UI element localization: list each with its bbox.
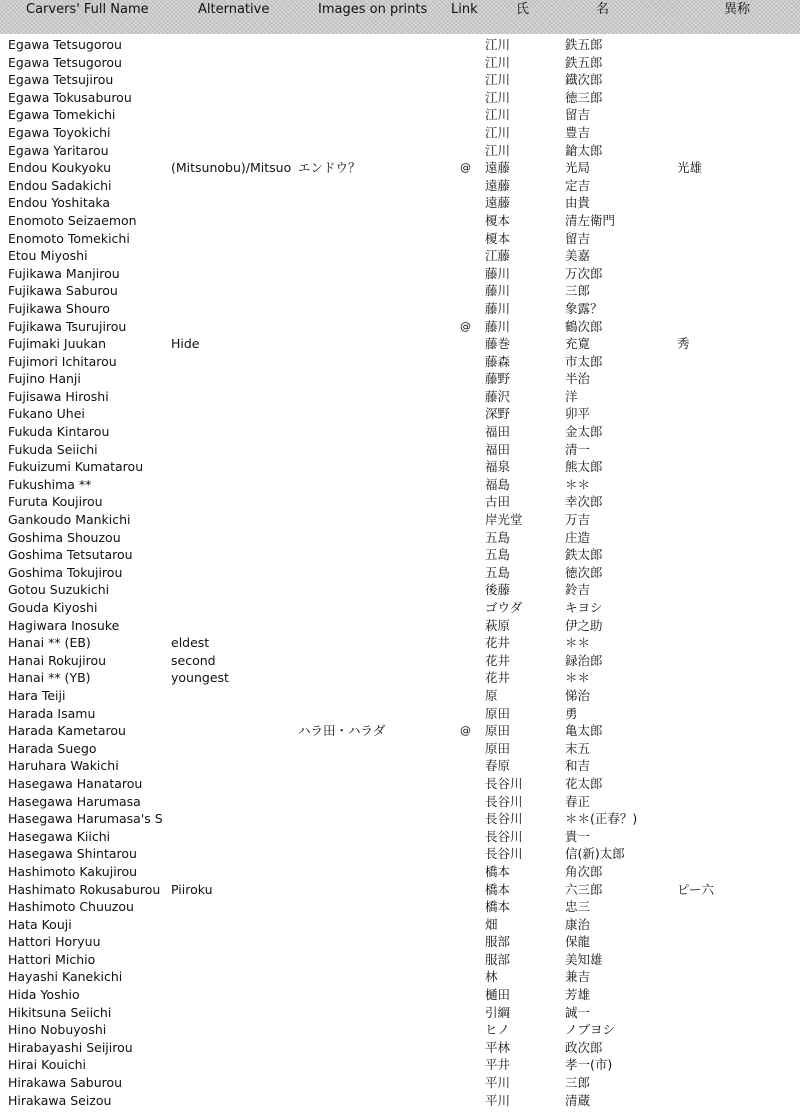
given-name-kanji: 末五 [565,740,591,756]
surname-kanji: 平井 [485,1057,511,1073]
given-name-kanji: ＊＊ [565,670,591,686]
given-name-kanji: 鉄五郎 [565,54,603,70]
carver-name: Enomoto Seizaemon [8,212,137,228]
given-name-kanji: 美知雄 [565,951,603,967]
given-name-kanji: 鐡次郎 [565,72,603,88]
carver-name: Hattori Horyuu [8,934,101,950]
carver-name: Enomoto Tomekichi [8,230,130,246]
table-row [0,599,800,617]
given-name-kanji: キヨシ [565,600,603,615]
given-name-kanji: 亀太郎 [565,723,603,739]
header-other-name: 異称 [724,2,751,17]
carver-name: Hirai Kouichi [8,1057,87,1073]
table-row [0,441,800,459]
table-row [0,230,800,248]
carver-name: Fukano Uhei [8,406,85,422]
carver-name: Endou Koukyoku [8,160,112,176]
surname-kanji: 畑 [485,916,498,932]
table-row [0,300,800,318]
carver-name: Hasegawa Hanatarou [8,775,143,791]
given-name-kanji: 角次郎 [565,863,603,879]
other-name-kanji: ピー六 [677,881,715,897]
surname-kanji: 江藤 [485,248,511,264]
surname-kanji: 深野 [485,406,511,422]
carver-name: Gotou Suzukichi [8,582,110,598]
given-name-kanji: 貴一 [565,828,591,844]
surname-kanji: 榎本 [485,212,511,228]
table-row [0,353,800,371]
surname-kanji: 江川 [485,107,511,123]
table-row [0,423,800,441]
other-name-kanji: 光雄 [677,160,703,176]
carver-name: Egawa Tetsujirou [8,72,114,88]
table-row [0,898,800,916]
given-name-kanji: 由貴 [565,195,591,211]
surname-kanji: 後藤 [485,582,511,598]
table-row [0,916,800,934]
carver-name: Fukuda Seiichi [8,441,98,457]
given-name-kanji: ＊＊ [565,476,591,492]
table-row [0,986,800,1004]
table-row [0,282,800,300]
carver-name: Goshima Tokujirou [8,564,123,580]
surname-kanji: ヒノ [485,1022,510,1038]
given-name-kanji: 兼吉 [565,969,591,985]
given-name-kanji: 孝一(市) [565,1057,613,1073]
given-name-kanji: 幸次郎 [565,494,603,510]
surname-kanji: 服部 [485,951,511,967]
carver-name: Hasegawa Kiichi [8,828,111,844]
surname-kanji: 江川 [485,124,511,140]
given-name-kanji: 六三郎 [565,881,603,897]
alternative-name: Hide [171,336,200,352]
table-row [0,775,800,793]
carver-name: Hikitsuna Seiichi [8,1004,112,1020]
surname-kanji: 藤野 [485,371,511,387]
surname-kanji: 平川 [485,1092,511,1108]
carver-name: Fukuda Kintarou [8,424,110,440]
given-name-kanji: 鉄太郎 [565,547,603,563]
carver-name: Egawa Tetsugorou [8,37,122,52]
surname-kanji: 五島 [485,547,511,563]
given-name-kanji: 春正 [565,793,591,809]
table-row [0,687,800,705]
carver-name: Fujimaki Juukan [8,336,107,352]
given-name-kanji: 清蔵 [565,1092,591,1108]
alternative-name: second [171,652,216,668]
table-row [0,265,800,283]
given-name-kanji: 三郎 [565,283,591,299]
surname-kanji: 榎本 [485,230,511,246]
surname-kanji: 平林 [485,1039,511,1055]
surname-kanji: 長谷川 [485,793,523,809]
table-row [0,106,800,124]
given-name-kanji: 徳次郎 [565,564,603,580]
table-row [0,757,800,775]
surname-kanji: 萩原 [485,617,511,633]
header-surname: 氏 [516,2,530,17]
surname-kanji: 藤沢 [485,388,511,404]
carver-name: Fujikawa Shouro [8,300,110,316]
table-row [0,722,800,740]
table-row [0,71,800,89]
table-row [0,617,800,635]
surname-kanji: 遠藤 [485,160,511,176]
surname-kanji: 江川 [485,89,511,105]
table-row [0,634,800,652]
surname-kanji: 長谷川 [485,828,523,844]
table-row [0,36,800,54]
carver-name: Hattori Michio [8,951,96,967]
table-row [0,511,800,529]
surname-kanji: 藤川 [485,283,511,299]
alternative-name: Piiroku [171,881,213,897]
carver-name: Hayashi Kanekichi [8,969,123,985]
carver-name: Hara Teiji [8,687,66,703]
surname-kanji: 藤川 [485,265,511,281]
table-row [0,968,800,986]
given-name-kanji: 金太郎 [565,424,603,440]
given-name-kanji: 市太郎 [565,353,603,369]
surname-kanji: 岸光堂 [485,512,523,528]
header-given-name: 名 [596,2,610,17]
carver-name: Egawa Yaritarou [8,142,109,158]
table-row [0,159,800,177]
given-name-kanji: 万次郎 [565,265,603,281]
header-carvers-full-name: Carvers' Full Name [26,2,149,17]
carver-name: Hasegawa Shintarou [8,846,137,862]
carver-name: Hanai ** (EB) [8,635,91,651]
alternative-name: eldest [171,635,210,651]
given-name-kanji: 政次郎 [565,1039,603,1055]
surname-kanji: 林 [485,969,498,985]
carver-name: Hagiwara Inosuke [8,617,120,633]
table-row [0,845,800,863]
given-name-kanji: 和吉 [565,758,591,774]
carver-name: Etou Miyoshi [8,248,88,264]
image-on-print: エンドウ？ [298,160,361,176]
surname-kanji: 平川 [485,1075,511,1091]
carver-name: Egawa Tomekichi [8,107,116,123]
link-marker[interactable]: @ [460,319,471,333]
carver-name: Hashimoto Chuuzou [8,899,134,915]
surname-kanji: 花井 [485,635,511,651]
surname-kanji: 福田 [485,441,511,457]
table-row [0,529,800,547]
table-row [0,194,800,212]
given-name-kanji: 充寛 [565,336,591,352]
table-row [0,881,800,899]
surname-kanji: 遠藤 [485,177,511,193]
table-row [0,476,800,494]
given-name-kanji: 卯平 [565,406,591,422]
given-name-kanji: ＊＊(正春？) [565,811,638,827]
surname-kanji: 引綱 [485,1004,511,1020]
surname-kanji: 江川 [485,142,511,158]
header-alternative: Alternative [198,2,270,17]
carver-name: Fujimori Ichitarou [8,353,117,369]
link-marker[interactable]: @ [460,724,471,738]
table-row [0,335,800,353]
surname-kanji: 花井 [485,652,511,668]
surname-kanji: 五島 [485,564,511,580]
carver-name: Hirakawa Saburou [8,1075,123,1091]
table-row [0,89,800,107]
given-name-kanji: 鉄五郎 [565,37,603,52]
surname-kanji: 原田 [485,723,511,739]
carver-name: Endou Sadakichi [8,177,112,193]
given-name-kanji: 三郎 [565,1075,591,1091]
carver-name: Hata Kouji [8,916,72,932]
given-name-kanji: 象露？ [565,300,603,316]
table-row [0,142,800,160]
given-name-kanji: 清左衛門 [565,212,616,228]
carver-name: Harada Suego [8,740,97,756]
carver-name: Hashimoto Kakujirou [8,863,138,879]
table-row [0,951,800,969]
given-name-kanji: 芳雄 [565,987,591,1003]
surname-kanji: 原 [485,687,498,703]
table-row [0,212,800,230]
table-row [0,318,800,336]
carver-name: Goshima Shouzou [8,529,121,545]
header-images-on-prints: Images on prints [318,2,428,17]
given-name-kanji: 誠一 [565,1004,591,1020]
table-row [0,652,800,670]
carver-name: Hanai Rokujirou [8,652,107,668]
carver-name: Hino Nobuyoshi [8,1022,107,1038]
given-name-kanji: ＊＊ [565,635,591,651]
surname-kanji: 藤川 [485,318,511,334]
table-row [0,124,800,142]
link-marker[interactable]: @ [460,161,471,175]
carver-name: Fujikawa Tsurujirou [8,318,127,334]
carver-name: Hashimato Rokusaburou [8,881,161,897]
table-row [0,388,800,406]
given-name-kanji: 伊之助 [565,617,603,633]
carver-name: Haruhara Wakichi [8,758,119,774]
carver-name: Egawa Tetsugorou [8,54,122,70]
carver-name: Gouda Kiyoshi [8,600,98,615]
surname-kanji: 遠藤 [485,195,511,211]
surname-kanji: 長谷川 [485,811,523,827]
table-row [0,828,800,846]
given-name-kanji: 熊太郎 [565,459,603,475]
table-row [0,810,800,828]
surname-kanji: 長谷川 [485,846,523,862]
given-name-kanji: 花太郎 [565,775,603,791]
given-name-kanji: 清一 [565,441,591,457]
carver-name: Egawa Toyokichi [8,124,111,140]
given-name-kanji: 徳三郎 [565,89,603,105]
surname-kanji: 古田 [485,494,511,510]
carver-name: Gankoudo Mankichi [8,512,131,528]
image-on-print: ハラ田・ハラダ [298,723,386,739]
surname-kanji: 原田 [485,705,511,721]
table-row [0,493,800,511]
surname-kanji: 花井 [485,670,511,686]
surname-kanji: 藤巻 [485,336,511,352]
carver-name: Furuta Koujirou [8,494,103,510]
table-row [0,1056,800,1074]
surname-kanji: 福田 [485,424,511,440]
table-row [0,793,800,811]
carver-name: Goshima Tetsutarou [8,547,133,563]
given-name-kanji: 悌治 [565,687,591,703]
carver-name: Hirabayashi Seijirou [8,1039,133,1055]
table-row [0,669,800,687]
given-name-kanji: 忠三 [565,899,591,915]
given-name-kanji: 康治 [565,916,591,932]
table-row [0,405,800,423]
carver-name: Fujikawa Saburou [8,283,118,299]
table-row [0,1074,800,1092]
surname-kanji: 江川 [485,72,511,88]
alternative-name: (Mitsunobu)/Mitsuo [171,160,292,176]
given-name-kanji: 留吉 [565,230,591,246]
carver-name: Hida Yoshio [8,987,80,1003]
surname-kanji: 橋本 [485,863,511,879]
given-name-kanji: 庄造 [565,529,591,545]
carver-name: Fujikawa Manjirou [8,265,120,281]
given-name-kanji: 勇 [565,705,578,721]
table-header [0,0,800,34]
table-row [0,370,800,388]
carver-name: Hasegawa Harumasa [8,793,141,809]
given-name-kanji: 鶴次郎 [565,318,603,334]
given-name-kanji: 美嘉 [565,248,591,264]
table-row [0,1004,800,1022]
given-name-kanji: 鎗太郎 [565,142,603,158]
surname-kanji: 橋本 [485,881,511,897]
surname-kanji: 福泉 [485,459,511,475]
other-name-kanji: 秀 [677,336,690,352]
table-row [0,1021,800,1039]
given-name-kanji: 半治 [565,371,591,387]
surname-kanji: 樋田 [485,987,511,1003]
given-name-kanji: 信(新)太郎 [565,846,625,862]
given-name-kanji: ノブヨシ [565,1022,616,1038]
given-name-kanji: 豊吉 [565,124,591,140]
header-link: Link [451,2,478,17]
table-row [0,177,800,195]
given-name-kanji: 保龍 [565,934,591,950]
given-name-kanji: 洋 [565,388,578,404]
surname-kanji: 藤森 [485,353,511,369]
given-name-kanji: 光局 [565,160,591,176]
surname-kanji: 服部 [485,934,511,950]
table-row [0,705,800,723]
carver-name: Hasegawa Harumasa's S [8,811,163,827]
table-row [0,581,800,599]
table-row [0,863,800,881]
surname-kanji: 原田 [485,740,511,756]
table-row [0,1039,800,1057]
table-row [0,546,800,564]
surname-kanji: 橋本 [485,899,511,915]
carver-name: Harada Isamu [8,705,96,721]
alternative-name: youngest [171,670,229,686]
surname-kanji: 五島 [485,529,511,545]
surname-kanji: 福島 [485,476,511,492]
carver-name: Fujisawa Hiroshi [8,388,109,404]
given-name-kanji: 留吉 [565,107,591,123]
carver-name: Harada Kametarou [8,723,126,739]
carver-name: Fukuizumi Kumatarou [8,459,144,475]
carver-name: Endou Yoshitaka [8,195,111,211]
surname-kanji: 江川 [485,54,511,70]
carver-name: Egawa Tokusaburou [8,89,132,105]
table-row [0,933,800,951]
surname-kanji: 春原 [485,758,511,774]
table-row [0,740,800,758]
table-row [0,54,800,72]
carver-table-body [0,36,800,1109]
surname-kanji: 藤川 [485,300,511,316]
carver-name: Hirakawa Seizou [8,1092,112,1108]
given-name-kanji: 定吉 [565,177,591,193]
table-row [0,1092,800,1110]
table-row [0,564,800,582]
carver-name: Fujino Hanji [8,371,81,387]
surname-kanji: ゴウダ [485,600,523,615]
surname-kanji: 江川 [485,37,511,52]
table-row [0,247,800,265]
surname-kanji: 長谷川 [485,775,523,791]
given-name-kanji: 万吉 [565,512,591,528]
table-row [0,458,800,476]
given-name-kanji: 録治郎 [565,652,603,668]
carver-name: Hanai ** (YB) [8,670,91,686]
carver-name: Fukushima ** [8,476,92,492]
given-name-kanji: 鈴吉 [565,582,591,598]
